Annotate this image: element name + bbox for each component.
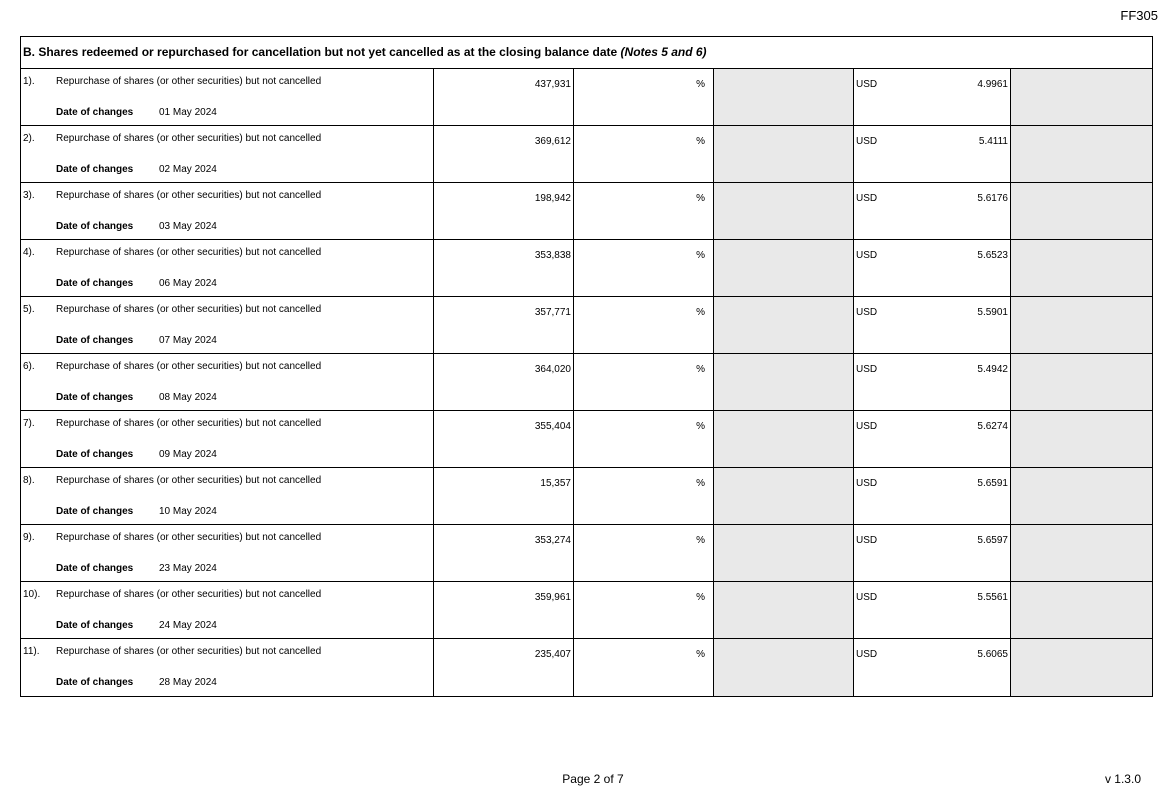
description-cell xyxy=(21,468,434,524)
row-description: Repurchase of shares (or other securities) but not cancelled xyxy=(56,532,322,543)
description-cell xyxy=(21,411,434,467)
price-per-share: 5.4111 xyxy=(978,136,1008,147)
date-of-changes-value: 28 May 2024 xyxy=(159,677,217,688)
date-of-changes-label: Date of changes xyxy=(56,677,134,688)
row-description: Repurchase of shares (or other securities) but not cancelled xyxy=(56,589,322,600)
description-cell xyxy=(21,525,434,581)
description-cell xyxy=(21,297,434,353)
number-of-shares-cell xyxy=(434,582,574,638)
description-cell xyxy=(21,126,434,182)
number-of-shares-cell xyxy=(434,468,574,524)
table-row xyxy=(21,354,1152,411)
price-cell xyxy=(854,525,1011,581)
number-of-shares: 437,931 xyxy=(534,79,571,90)
currency-code: USD xyxy=(856,364,878,375)
shaded-cell xyxy=(1011,582,1152,638)
price-cell xyxy=(854,69,1011,125)
shaded-cell xyxy=(1011,69,1152,125)
description-cell xyxy=(21,69,434,125)
number-of-shares-cell xyxy=(434,126,574,182)
percent-sign: % xyxy=(696,250,705,261)
row-description: Repurchase of shares (or other securities) but not cancelled xyxy=(56,76,322,87)
row-index: 6). xyxy=(23,361,35,372)
date-of-changes-label: Date of changes xyxy=(56,221,134,232)
shaded-cell xyxy=(714,354,854,410)
shaded-cell xyxy=(714,582,854,638)
percentage-cell xyxy=(574,354,714,410)
row-index: 11). xyxy=(23,646,40,657)
price-cell xyxy=(854,126,1011,182)
date-of-changes-label: Date of changes xyxy=(56,107,134,118)
row-description: Repurchase of shares (or other securities) but not cancelled xyxy=(56,247,322,258)
percent-sign: % xyxy=(696,79,705,90)
price-cell xyxy=(854,240,1011,296)
row-index: 4). xyxy=(23,247,35,258)
currency-code: USD xyxy=(856,649,878,660)
section-title xyxy=(21,37,1152,69)
date-of-changes-value: 08 May 2024 xyxy=(159,392,217,403)
price-per-share: 5.6591 xyxy=(977,478,1008,489)
number-of-shares: 353,274 xyxy=(534,535,571,546)
row-index: 5). xyxy=(23,304,35,315)
row-description: Repurchase of shares (or other securities) but not cancelled xyxy=(56,418,322,429)
date-of-changes-value: 03 May 2024 xyxy=(159,221,217,232)
number-of-shares-cell xyxy=(434,240,574,296)
number-of-shares: 198,942 xyxy=(534,193,571,204)
number-of-shares-cell xyxy=(434,297,574,353)
currency-code: USD xyxy=(856,250,878,261)
percent-sign: % xyxy=(696,649,705,660)
table-row xyxy=(21,525,1152,582)
number-of-shares: 353,838 xyxy=(534,250,571,261)
price-cell xyxy=(854,297,1011,353)
number-of-shares: 359,961 xyxy=(534,592,571,603)
price-cell xyxy=(854,354,1011,410)
number-of-shares-cell xyxy=(434,69,574,125)
date-of-changes-value: 02 May 2024 xyxy=(159,164,217,175)
price-cell xyxy=(854,183,1011,239)
description-cell xyxy=(21,240,434,296)
currency-code: USD xyxy=(856,79,878,90)
row-index: 2). xyxy=(23,133,35,144)
table-row xyxy=(21,468,1152,525)
price-per-share: 5.6065 xyxy=(977,649,1008,660)
number-of-shares-cell xyxy=(434,411,574,467)
date-of-changes-label: Date of changes xyxy=(56,278,134,289)
currency-code: USD xyxy=(856,136,878,147)
shaded-cell xyxy=(1011,240,1152,296)
form-code: FF305 xyxy=(1120,8,1158,23)
number-of-shares: 355,404 xyxy=(534,421,571,432)
percentage-cell xyxy=(574,240,714,296)
price-per-share: 5.6523 xyxy=(977,250,1008,261)
number-of-shares-cell xyxy=(434,525,574,581)
shaded-cell xyxy=(714,639,854,696)
shaded-cell xyxy=(1011,411,1152,467)
number-of-shares-cell xyxy=(434,183,574,239)
description-cell xyxy=(21,183,434,239)
percentage-cell xyxy=(574,297,714,353)
description-cell xyxy=(21,639,434,696)
table-row xyxy=(21,183,1152,240)
price-per-share: 5.6176 xyxy=(977,193,1008,204)
number-of-shares-cell xyxy=(434,639,574,696)
row-index: 3). xyxy=(23,190,35,201)
table-row xyxy=(21,411,1152,468)
date-of-changes-label: Date of changes xyxy=(56,563,134,574)
date-of-changes-value: 09 May 2024 xyxy=(159,449,217,460)
row-index: 9). xyxy=(23,532,35,543)
percentage-cell xyxy=(574,411,714,467)
price-cell xyxy=(854,411,1011,467)
number-of-shares: 369,612 xyxy=(534,136,571,147)
price-cell xyxy=(854,582,1011,638)
shaded-cell xyxy=(1011,525,1152,581)
date-of-changes-label: Date of changes xyxy=(56,164,134,175)
price-per-share: 4.9961 xyxy=(977,79,1008,90)
table-rows xyxy=(21,69,1152,696)
percentage-cell xyxy=(574,183,714,239)
shaded-cell xyxy=(714,297,854,353)
percentage-cell xyxy=(574,525,714,581)
page-number: Page 2 of 7 xyxy=(562,772,624,786)
date-of-changes-label: Date of changes xyxy=(56,506,134,517)
price-cell xyxy=(854,639,1011,696)
shaded-cell xyxy=(1011,639,1152,696)
shaded-cell xyxy=(1011,183,1152,239)
row-index: 10). xyxy=(23,589,41,600)
percent-sign: % xyxy=(696,307,705,318)
row-description: Repurchase of shares (or other securities) but not cancelled xyxy=(56,190,322,201)
table-row xyxy=(21,297,1152,354)
percent-sign: % xyxy=(696,535,705,546)
number-of-shares: 357,771 xyxy=(534,307,571,318)
percentage-cell xyxy=(574,639,714,696)
row-index: 8). xyxy=(23,475,35,486)
currency-code: USD xyxy=(856,592,878,603)
percent-sign: % xyxy=(696,136,705,147)
row-description: Repurchase of shares (or other securities) but not cancelled xyxy=(56,475,322,486)
description-cell xyxy=(21,354,434,410)
percent-sign: % xyxy=(696,478,705,489)
row-index: 7). xyxy=(23,418,35,429)
currency-code: USD xyxy=(856,193,878,204)
row-index: 1). xyxy=(23,76,35,87)
row-description: Repurchase of shares (or other securities) but not cancelled xyxy=(56,646,322,657)
percent-sign: % xyxy=(696,421,705,432)
currency-code: USD xyxy=(856,535,878,546)
price-per-share: 5.4942 xyxy=(977,364,1008,375)
shaded-cell xyxy=(714,525,854,581)
percentage-cell xyxy=(574,468,714,524)
shaded-cell xyxy=(1011,354,1152,410)
version-label: v 1.3.0 xyxy=(1104,772,1141,786)
price-per-share: 5.5561 xyxy=(977,592,1008,603)
date-of-changes-label: Date of changes xyxy=(56,335,134,346)
shaded-cell xyxy=(1011,297,1152,353)
price-per-share: 5.6274 xyxy=(977,421,1008,432)
percent-sign: % xyxy=(696,592,705,603)
date-of-changes-value: 23 May 2024 xyxy=(159,563,217,574)
date-of-changes-label: Date of changes xyxy=(56,620,134,631)
table-row xyxy=(21,582,1152,639)
table-row xyxy=(21,639,1152,696)
percentage-cell xyxy=(574,69,714,125)
percentage-cell xyxy=(574,582,714,638)
price-per-share: 5.5901 xyxy=(977,307,1008,318)
number-of-shares: 15,357 xyxy=(540,478,571,489)
date-of-changes-value: 24 May 2024 xyxy=(159,620,217,631)
currency-code: USD xyxy=(856,478,878,489)
shaded-cell xyxy=(714,126,854,182)
shaded-cell xyxy=(714,69,854,125)
price-cell xyxy=(854,468,1011,524)
table-row xyxy=(21,240,1152,297)
date-of-changes-value: 10 May 2024 xyxy=(159,506,217,517)
percent-sign: % xyxy=(696,193,705,204)
row-description: Repurchase of shares (or other securities) but not cancelled xyxy=(56,133,322,144)
price-per-share: 5.6597 xyxy=(977,535,1008,546)
date-of-changes-value: 01 May 2024 xyxy=(159,107,217,118)
section-title-text: B. Shares redeemed or repurchased for cancellation but not yet cancelled as at the closing balance date xyxy=(23,45,621,59)
number-of-shares-cell xyxy=(434,354,574,410)
shaded-cell xyxy=(714,240,854,296)
date-of-changes-label: Date of changes xyxy=(56,449,134,460)
date-of-changes-label: Date of changes xyxy=(56,392,134,403)
percentage-cell xyxy=(574,126,714,182)
date-of-changes-value: 06 May 2024 xyxy=(159,278,217,289)
shaded-cell xyxy=(714,183,854,239)
shaded-cell xyxy=(1011,126,1152,182)
table-row xyxy=(21,69,1152,126)
row-description: Repurchase of shares (or other securities) but not cancelled xyxy=(56,361,322,372)
shaded-cell xyxy=(714,468,854,524)
percent-sign: % xyxy=(696,364,705,375)
shaded-cell xyxy=(714,411,854,467)
shaded-cell xyxy=(1011,468,1152,524)
currency-code: USD xyxy=(856,421,878,432)
row-description: Repurchase of shares (or other securities) but not cancelled xyxy=(56,304,322,315)
description-cell xyxy=(21,582,434,638)
section-notes: (Notes 5 and 6) xyxy=(620,45,707,59)
number-of-shares: 235,407 xyxy=(534,649,571,660)
number-of-shares: 364,020 xyxy=(534,364,571,375)
date-of-changes-value: 07 May 2024 xyxy=(159,335,217,346)
shares-repurchase-table xyxy=(20,36,1153,697)
currency-code: USD xyxy=(856,307,878,318)
table-row xyxy=(21,126,1152,183)
